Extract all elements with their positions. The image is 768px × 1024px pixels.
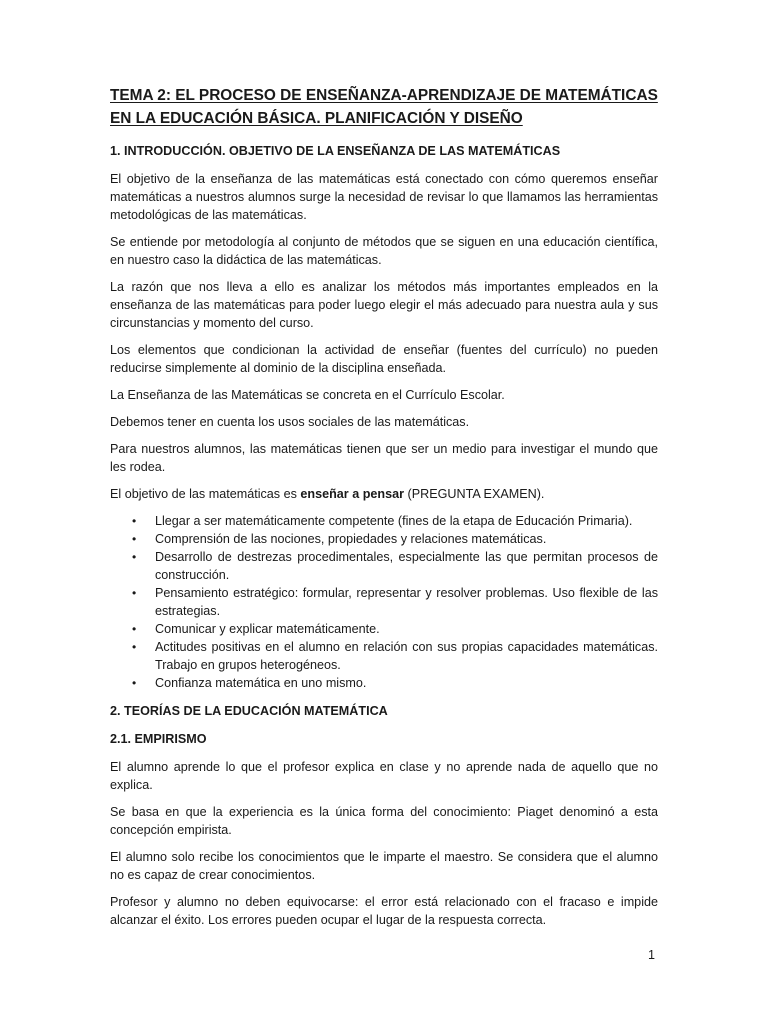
paragraph: La razón que nos lleva a ello es analizar los métodos más importantes empleados en la enseñanza de las matemáticas para poder luego elegir el más adecuado para nuestra aula y sus circunstancias y momento del curso. bbox=[110, 280, 658, 330]
list-item-text: Desarrollo de destrezas procedimentales, especialmente las que permitan procesos de construcción. bbox=[155, 550, 658, 582]
section-1-heading: 1. INTRODUCCIÓN. OBJETIVO DE LA ENSEÑANZA DE LAS MATEMÁTICAS bbox=[110, 144, 561, 158]
list-item bbox=[110, 548, 658, 584]
paragraph: El alumno aprende lo que el profesor explica en clase y no aprende nada de aquello que no explica. bbox=[110, 760, 658, 792]
paragraph: Debemos tener en cuenta los usos sociales de las matemáticas. bbox=[110, 415, 470, 429]
objective-suffix: (PREGUNTA EXAMEN). bbox=[404, 487, 545, 501]
objective-paragraph bbox=[110, 485, 658, 503]
section-2-1-heading: 2.1. EMPIRISMO bbox=[110, 732, 207, 746]
paragraph: Se basa en que la experiencia es la única forma del conocimiento: Piaget denominó a esta concepción empirista. bbox=[110, 805, 658, 837]
list-item bbox=[110, 530, 658, 548]
list-item bbox=[110, 512, 658, 530]
list-item bbox=[110, 674, 658, 692]
list-item-text: Actitudes positivas en el alumno en relación con sus propias capacidades matemáticas. Trabajo en grupos heterogéneos. bbox=[155, 640, 658, 672]
list-item bbox=[110, 584, 658, 620]
bullet-icon: • bbox=[132, 622, 137, 636]
objective-prefix: El objetivo de las matemáticas es bbox=[110, 487, 301, 501]
objective-bold: enseñar a pensar bbox=[300, 487, 405, 501]
paragraph: Los elementos que condicionan la actividad de enseñar (fuentes del currículo) no pueden reducirse simplemente al dominio de la disciplina enseñada. bbox=[110, 343, 658, 375]
page-number: 1 bbox=[648, 948, 656, 962]
paragraph: La Enseñanza de las Matemáticas se concreta en el Currículo Escolar. bbox=[110, 388, 505, 402]
paragraph: Se entiende por metodología al conjunto de métodos que se siguen en una educación científica, en nuestro caso la didáctica de las matemáticas. bbox=[110, 235, 658, 267]
paragraph: El alumno solo recibe los conocimientos que le imparte el maestro. Se considera que el alumno no es capaz de crear conocimientos. bbox=[110, 850, 658, 882]
bullet-icon: • bbox=[132, 676, 137, 690]
bullet-icon: • bbox=[132, 586, 137, 600]
document-title: TEMA 2: EL PROCESO DE ENSEÑANZA-APRENDIZAJE DE MATEMÁTICAS EN LA EDUCACIÓN BÁSICA. PLANIFICACIÓN Y DISEÑO bbox=[110, 87, 658, 127]
list-item-text: Comprensión de las nociones, propiedades y relaciones matemáticas. bbox=[155, 532, 547, 546]
paragraph: Profesor y alumno no deben equivocarse: el error está relacionado con el fracaso e impide alcanzar el éxito. Los errores pueden ocupar el lugar de la respuesta correcta. bbox=[110, 895, 658, 927]
bullet-icon: • bbox=[132, 514, 137, 528]
objectives-list bbox=[110, 512, 658, 692]
list-item-text: Comunicar y explicar matemáticamente. bbox=[155, 622, 380, 636]
list-item-text: Llegar a ser matemáticamente competente (fines de la etapa de Educación Primaria). bbox=[155, 514, 633, 528]
list-item bbox=[110, 638, 658, 674]
list-item-text: Pensamiento estratégico: formular, representar y resolver problemas. Uso flexible de las estrategias. bbox=[155, 586, 658, 618]
list-item-text: Confianza matemática en uno mismo. bbox=[155, 676, 367, 690]
paragraph: Para nuestros alumnos, las matemáticas tienen que ser un medio para investigar el mundo que les rodea. bbox=[110, 442, 658, 474]
list-item bbox=[110, 620, 658, 638]
bullet-icon: • bbox=[132, 532, 137, 546]
bullet-icon: • bbox=[132, 640, 137, 654]
bullet-icon: • bbox=[132, 550, 137, 564]
paragraph: El objetivo de la enseñanza de las matemáticas está conectado con cómo queremos enseñar matemáticas a nuestros alumnos surge la necesidad de revisar lo que llamamos las herramientas metodológicas de las matemáticas. bbox=[110, 172, 658, 222]
page-content bbox=[110, 84, 658, 938]
section-2-heading: 2. TEORÍAS DE LA EDUCACIÓN MATEMÁTICA bbox=[110, 704, 388, 718]
